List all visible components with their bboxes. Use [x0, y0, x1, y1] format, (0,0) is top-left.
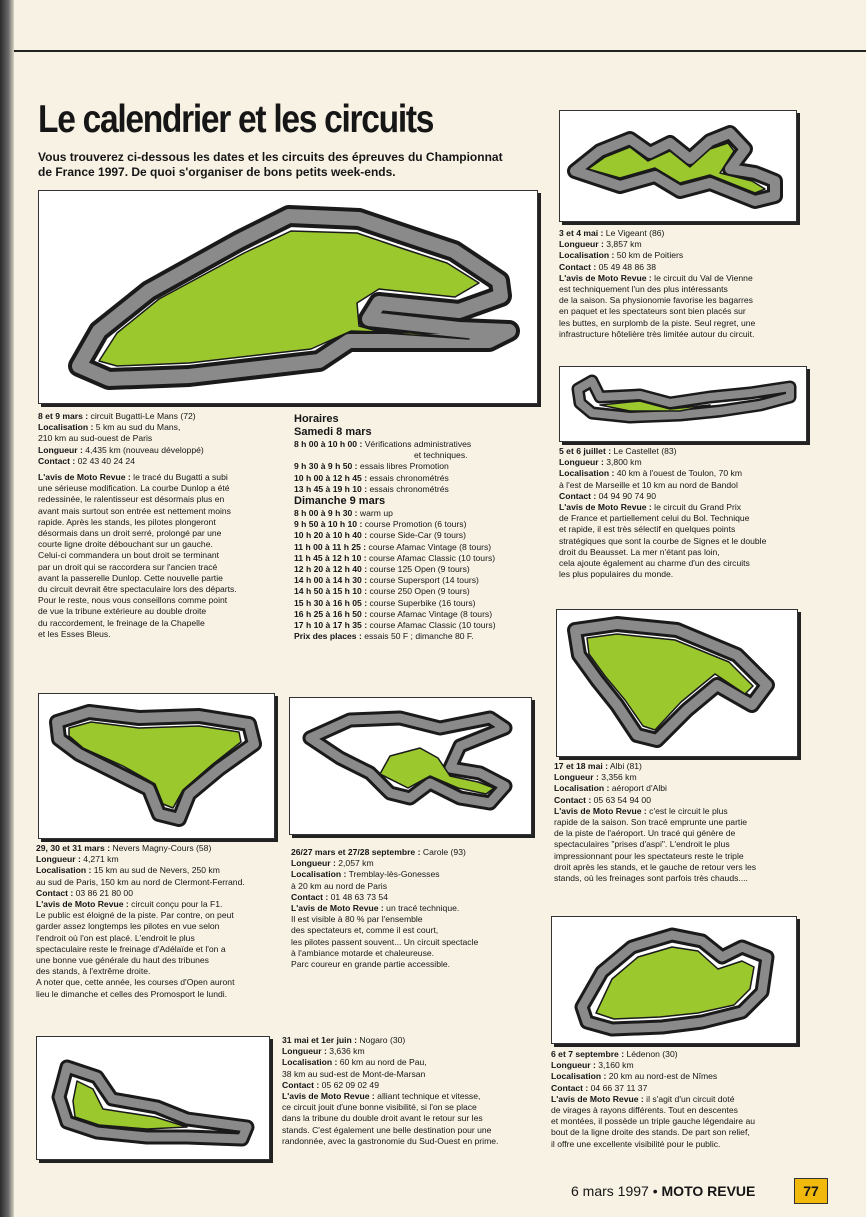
page-number: 77	[794, 1178, 828, 1204]
vigeant-info: 3 et 4 mai : Le Vigeant (86) Longueur : 3,857 km Localisation : 50 km de Poitiers Contact : 05 49 48 86 38 L'avis de Moto Revue : le circuit du Val de Vienne est techniquement l'un des plus intéressants de la saison. Sa physionomie favorise les bagarres en paquet et les spectateurs sont bien placés sur les buttes, en surplomb de la piste. Seul regret, une infrastructure hôtelière très limitée autour du circuit.	[559, 228, 756, 339]
castellet-info: 5 et 6 juillet : Le Castellet (83) Longueur : 3,800 km Localisation : 40 km à l'ouest de Toulon, 70 km à l'est de Marseille et 10 km au nord de Bandol Contact : 04 94 90 74 90 L'avis de Moto Revue : le circuit du Grand Prix de France et partiellement celui du Bol. Technique et rapide, il est très sélectif en quelques points stratégiques que sont la courbe de Signes et le double droit du Beausset. La mer n'étant pas loin, cela ajoute également au charme d'un des circuits les plus populaires du monde.	[559, 446, 767, 580]
nevers-track-shape	[57, 712, 254, 819]
binding-spine	[0, 0, 14, 1217]
albi-track-map	[556, 609, 798, 757]
page-footer	[571, 1183, 755, 1199]
castellet-track-shape	[578, 381, 790, 417]
vigeant-track-shape	[575, 133, 775, 201]
ledenon-track-map	[551, 916, 797, 1044]
issue-date: 6 mars 1997 •	[571, 1183, 658, 1199]
page-title: Le calendrier et les circuits	[38, 98, 434, 141]
nogaro-track-map	[36, 1036, 270, 1160]
albi-track-shape	[575, 624, 767, 740]
carole-info: 26/27 mars et 27/28 septembre : Carole (93) Longueur : 2,057 km Localisation : Tremblay-lès-Gonesses à 20 km au nord de Paris Contact : 01 48 63 73 54 L'avis de Moto Revue : un tracé technique. Il est visible à 80 % par l'ensemble des spectateurs et, comme il est court, les pilotes passent souvent... Un circuit spectacle à l'ambiance motarde et chaleureuse. Parc coureur en grande partie accessible.	[291, 847, 479, 970]
nevers-info: 29, 30 et 31 mars : Nevers Magny-Cours (58) Longueur : 4,271 km Localisation : 15 km au sud de Nevers, 250 km au sud de Paris, 150 km au nord de Clermont-Ferrand. Contact : 03 86 21 80 00 L'avis de Moto Revue : circuit conçu pour la F1. Le public est éloigné de la piste. Par contre, on peut garder assez longtemps les pilotes en vue selon l'endroit où l'on est placé. L'endroit le plus spectaculaire reste le freinage d'Adélaïde et l'on a une bonne vue générale du haut des tribunes des stands, à l'extrême droite. A noter que, cette année, les courses d'Open auront lieu le dimanche et celles des Promosport le lundi.	[36, 843, 245, 999]
castellet-track-map	[559, 366, 807, 442]
vigeant-track-map	[559, 110, 797, 222]
ledenon-info: 6 et 7 septembre : Lédenon (30) Longueur : 3,160 km Localisation : 20 km au nord-est de Nîmes Contact : 04 66 37 11 37 L'avis de Moto Revue : il s'agit d'un circuit doté de virages à rayons différents. Tout en descentes et montées, il possède un triple gauche légendaire au bout de la ligne droite des stands. De part son relief, il offre une excellente visibilité pour le public.	[551, 1049, 756, 1149]
horaires-schedule: Horaires Samedi 8 mars 8 h 00 à 10 h 00 : Vérifications administratives et techniques. 9 h 30 à 9 h 50 : essais libres Promotion 10 h 00 à 12 h 45 : essais chronométrés 13 h 45 à 19 h 10 : essais chronométrés Dimanche 9 mars 8 h 00 à 9 h 30 : warm up 9 h 50 à 10 h 10 : course Promotion (6 tours) 10 h 20 à 10 h 40 : course Side-Car (9 tours) 11 h 00 à 11 h 25 : course Afamac Vintage (8 tours) 11 h 45 à 12 h 10 : course Afamac Classic (10 tours) 12 h 20 à 12 h 40 : course 125 Open (9 tours) 14 h 00 à 14 h 30 : course Supersport (14 tours) 14 h 50 à 15 h 10 : course 250 Open (9 tours) 15 h 30 à 16 h 05 : course Superbike (16 tours) 16 h 25 à 16 h 50 : course Afamac Vintage (8 tours) 17 h 10 à 17 h 35 : course Afamac Classic (10 tours) Prix des places : essais 50 F ; dimanche 80 F.	[294, 413, 496, 642]
nogaro-info: 31 mai et 1er juin : Nogaro (30) Longueur : 3,636 km Localisation : 60 km au nord de Pau, 38 km au sud-est de Mont-de-Marsan Contact : 05 62 09 02 49 L'avis de Moto Revue : alliant technique et vitesse, ce circuit jouit d'une bonne visibilité, si l'on se place dans la tribune du double droit avant le retour sur les stands. C'est également une belle destination pour une randonnée, avec la gastronomie du Sud-Ouest en prime.	[282, 1035, 499, 1146]
lemans-track-map	[38, 190, 538, 404]
albi-info: 17 et 18 mai : Albi (81) Longueur : 3,356 km Localisation : aéroport d'Albi Contact : 05 63 54 94 00 L'avis de Moto Revue : c'est le circuit le plus rapide de la saison. Son tracé emprunte une partie de la piste de l'aéroport. Un tracé qui génère de spectaculaires "prises d'aspi". L'endroit le plus impressionnant pour les spectateurs reste le triple droit après les stands, et le gauche de retour vers les stands, où les freinages sont parfois très chauds....	[554, 761, 757, 884]
ledenon-track-shape	[582, 935, 767, 1029]
lemans-info: 8 et 9 mars : circuit Bugatti-Le Mans (72) Localisation : 5 km au sud du Mans, 210 km au sud-ouest de Paris Longueur : 4,435 km (nouveau développé) Contact : 02 43 40 24 24 L'avis de Moto Revue : le tracé du Bugatti a subi une sérieuse modification. La courbe Dunlop a été redessinée, le ralentisseur est désormais plus en avant mais surtout son entrée est nettement moins rapide. Après les stands, les pilotes plongeront désormais dans un droit serré, prolongé par une courte ligne droite débouchant sur un gauche. Celui-ci commandera un bout droit se terminant par un droit qui se raccordera sur l'ancien tracé avant la passerelle Dunlop. Cette nouvelle partie du circuit devrait être spectaculaire lors des départs. Pour le reste, nous vous conseillons comme point de vue la tribune extérieure au double droite du raccordement, le freinage de la Chapelle et les Esses Bleus.	[38, 411, 237, 639]
carole-track-shape	[310, 718, 505, 803]
intro-text: Vous trouverez ci-dessous les dates et les circuits des épreuves du Championnat de France 1997. De quoi s'organiser de bons petits week-ends.	[38, 150, 503, 179]
nogaro-track-shape	[59, 1067, 247, 1139]
lemans-track-shape	[79, 216, 509, 379]
nevers-track-map	[38, 693, 275, 839]
carole-track-map	[289, 697, 532, 835]
header-rule	[14, 50, 866, 52]
magazine-name: MOTO REVUE	[661, 1183, 756, 1199]
